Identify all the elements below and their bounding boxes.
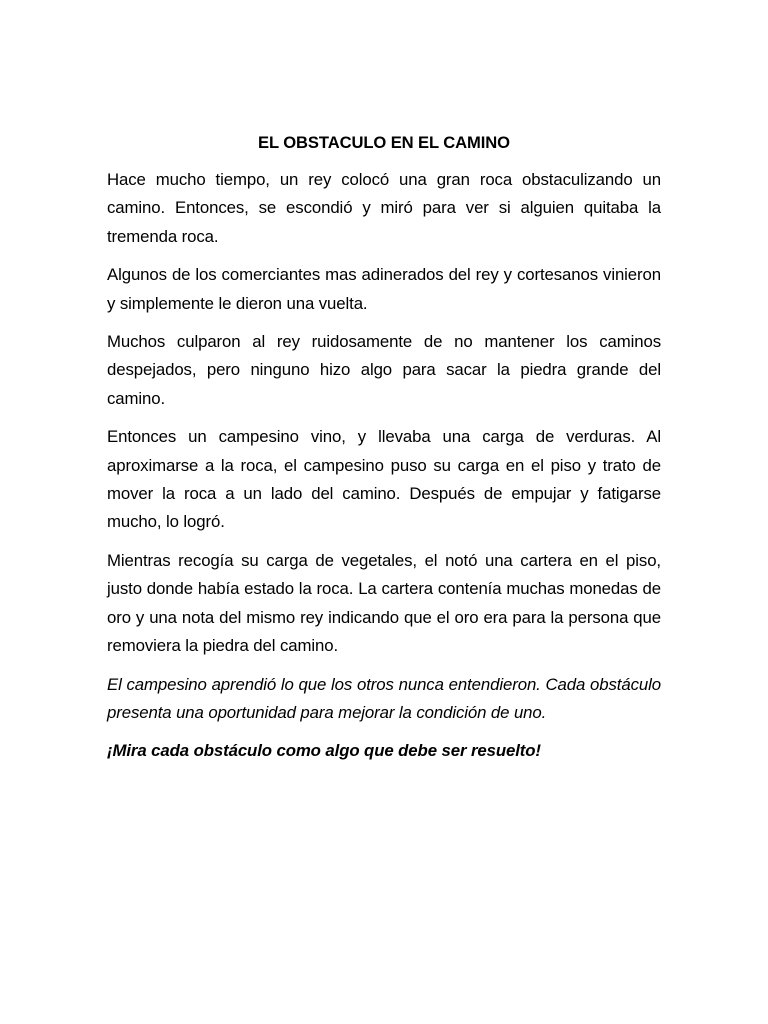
paragraph-5: Mientras recogía su carga de vegetales, el notó una cartera en el piso, justo donde había estado la roca. La cartera contenía muchas monedas de oro y una nota del mismo rey indicando que el oro era para la persona que removiera la piedra del camino. (107, 550, 661, 656)
moral-paragraph: El campesino aprendió lo que los otros nunca entendieron. Cada obstáculo presenta una oportunidad para mejorar la condición de uno. (107, 674, 661, 722)
paragraph-4: Entonces un campesino vino, y llevaba una carga de verduras. Al aproximarse a la roca, el campesino puso su carga en el piso y trato de mover la roca a un lado del camino. Después de empujar y fatigarse mucho, lo logró. (107, 427, 661, 532)
paragraph-2: Algunos de los comerciantes mas adinerados del rey y cortesanos vinieron y simplemente le dieron una vuelta. (107, 265, 661, 313)
paragraph-1: Hace mucho tiempo, un rey colocó una gran roca obstaculizando un camino. Entonces, se escondió y miró para ver si alguien quitaba la tremenda roca. (107, 170, 661, 246)
closing-line: ¡Mira cada obstáculo como algo que debe ser resuelto! (107, 741, 541, 761)
document-title: EL OBSTACULO EN EL CAMINO (258, 133, 510, 152)
paragraph-3: Muchos culparon al rey ruidosamente de no mantener los caminos despejados, pero ninguno hizo algo para sacar la piedra grande del camino. (107, 332, 661, 408)
document-body (107, 133, 661, 776)
